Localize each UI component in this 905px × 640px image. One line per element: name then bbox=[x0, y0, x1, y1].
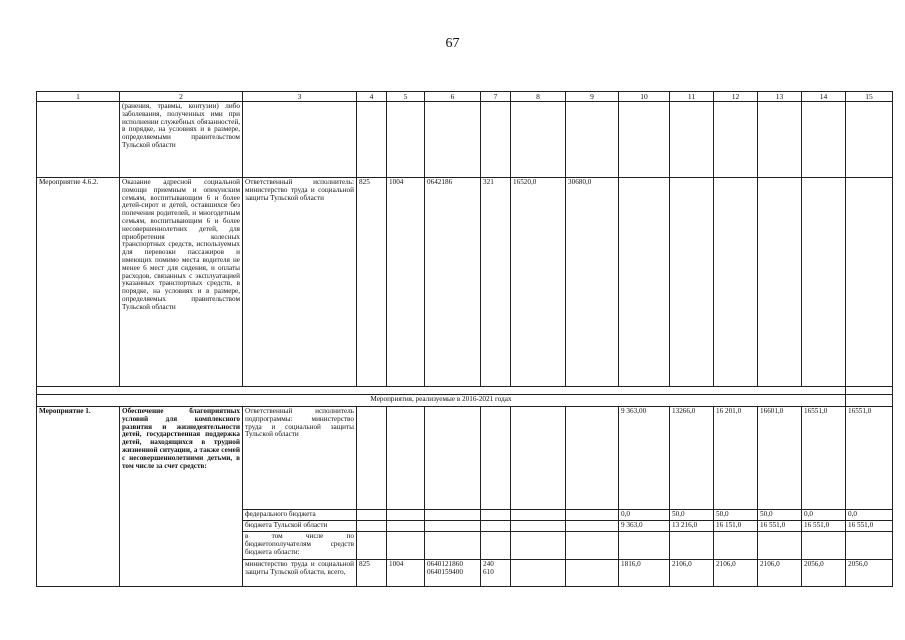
table-row-event-1 bbox=[37, 407, 893, 510]
recipient-label: министерство труда и социальной защиты Тульской области, всего, bbox=[243, 560, 357, 587]
cell-c13: 2106,0 bbox=[758, 560, 802, 587]
header-cell: 13 bbox=[758, 92, 802, 102]
cell-c13: 16601,0 bbox=[758, 407, 802, 510]
cell-c15: 16 551,0 bbox=[846, 521, 893, 532]
cell-c7: 321 bbox=[481, 178, 511, 387]
page-number: 67 bbox=[445, 36, 460, 51]
responsible-executor: Ответственный исполнитель: министерство труда и социальной защиты Тульской области bbox=[243, 178, 357, 387]
cell-c6: 0642186 bbox=[425, 178, 481, 387]
cell-c14: 2056,0 bbox=[802, 560, 846, 587]
table-row-continuation bbox=[37, 102, 893, 178]
event-description: Обеспечение благоприятных условий для комплексного развития и жизнедеятельности детей, государственная поддержка детей, находящихся в трудной жизненной ситуации, а также семей с несовершеннолетними детьми, в том числе за счет средств: bbox=[120, 407, 243, 587]
header-cell: 14 bbox=[802, 92, 846, 102]
cell-c10: 1816,0 bbox=[619, 560, 670, 587]
header-cell: 4 bbox=[357, 92, 387, 102]
cell-c7: 240 610 bbox=[481, 560, 511, 587]
cell-c11: 13 216,0 bbox=[670, 521, 714, 532]
cell-c4: 825 bbox=[357, 178, 387, 387]
section-title: Мероприятия, реализуемые в 2016-2021 годах bbox=[37, 395, 846, 407]
cell-c13: 16 551,0 bbox=[758, 521, 802, 532]
section-title-row bbox=[37, 395, 893, 407]
header-cell: 6 bbox=[425, 92, 481, 102]
cell-c10: 9 363,0 bbox=[619, 521, 670, 532]
cell-c12: 16 201,0 bbox=[714, 407, 758, 510]
event-description: Оказание адресной социальной помощи приемным и опекунским семьям, воспитывающим 6 и более детей-сирот и детей, оставшихся без попечения родителей, и многодетным семьям, воспитывающим 6 и более несовершеннолетних детей, для приобретения колесных транспортных средств, используемых для перевозки пассажиров и имеющих помимо места водителя не менее 6 мест для сидения, и оплаты расходов, связанных с эксплуатацией указанных транспортных средств, в порядке, на условиях и в размере, определяемых правительством Тульской области bbox=[120, 178, 243, 387]
cell-c5: 1004 bbox=[387, 560, 425, 587]
header-cell: 15 bbox=[846, 92, 893, 102]
funding-source-label: федерального бюджета bbox=[243, 510, 357, 521]
cell-c15: 0,0 bbox=[846, 510, 893, 521]
cell-c11: 50,0 bbox=[670, 510, 714, 521]
event-code: Мероприятие 1. bbox=[37, 407, 120, 587]
cell-c5: 1004 bbox=[387, 178, 425, 387]
header-cell: 5 bbox=[387, 92, 425, 102]
header-cell: 3 bbox=[243, 92, 357, 102]
cell-c4: 825 bbox=[357, 560, 387, 587]
cell-c13: 50,0 bbox=[758, 510, 802, 521]
cell-c14: 0,0 bbox=[802, 510, 846, 521]
program-table bbox=[36, 91, 893, 587]
continuation-text: (ранения, травмы, контузии) либо заболевания, полученных ими при исполнении служебных обязанностей, в порядке, на условиях и в размере, определяемыми правительством Тульской области bbox=[120, 102, 243, 178]
event-code: Мероприятие 4.6.2. bbox=[37, 178, 120, 387]
cell-c12: 16 151,0 bbox=[714, 521, 758, 532]
header-cell: 12 bbox=[714, 92, 758, 102]
cell-c11: 2106,0 bbox=[670, 560, 714, 587]
column-number-row bbox=[37, 92, 893, 102]
table-row-spacer bbox=[37, 387, 893, 395]
cell-c9: 30680,0 bbox=[566, 178, 619, 387]
cell-c14: 16551,0 bbox=[802, 407, 846, 510]
cell-c10: 9 363,00 bbox=[619, 407, 670, 510]
including-label: в том числе по бюджетополучателям средств бюджета области: bbox=[243, 532, 357, 560]
funding-source-label: бюджета Тульской области bbox=[243, 521, 357, 532]
cell-c8: 16520,0 bbox=[511, 178, 566, 387]
responsible-executor: Ответственный исполнитель подпрограммы: министерство труда и социальной защиты Тульской области bbox=[243, 407, 357, 510]
cell-c12: 50,0 bbox=[714, 510, 758, 521]
cell-c11: 13266,0 bbox=[670, 407, 714, 510]
header-cell: 11 bbox=[670, 92, 714, 102]
header-cell: 10 bbox=[619, 92, 670, 102]
cell-c15: 16551,0 bbox=[846, 407, 893, 510]
cell-c6: 0640121860 0640159400 bbox=[425, 560, 481, 587]
cell-c10: 0,0 bbox=[619, 510, 670, 521]
cell-c15: 2056,0 bbox=[846, 560, 893, 587]
cell-c14: 16 551,0 bbox=[802, 521, 846, 532]
header-cell: 9 bbox=[566, 92, 619, 102]
cell-c12: 2106,0 bbox=[714, 560, 758, 587]
header-cell: 1 bbox=[37, 92, 120, 102]
table-row-event-4-6-2 bbox=[37, 178, 893, 387]
header-cell: 8 bbox=[511, 92, 566, 102]
header-cell: 7 bbox=[481, 92, 511, 102]
header-cell: 2 bbox=[120, 92, 243, 102]
